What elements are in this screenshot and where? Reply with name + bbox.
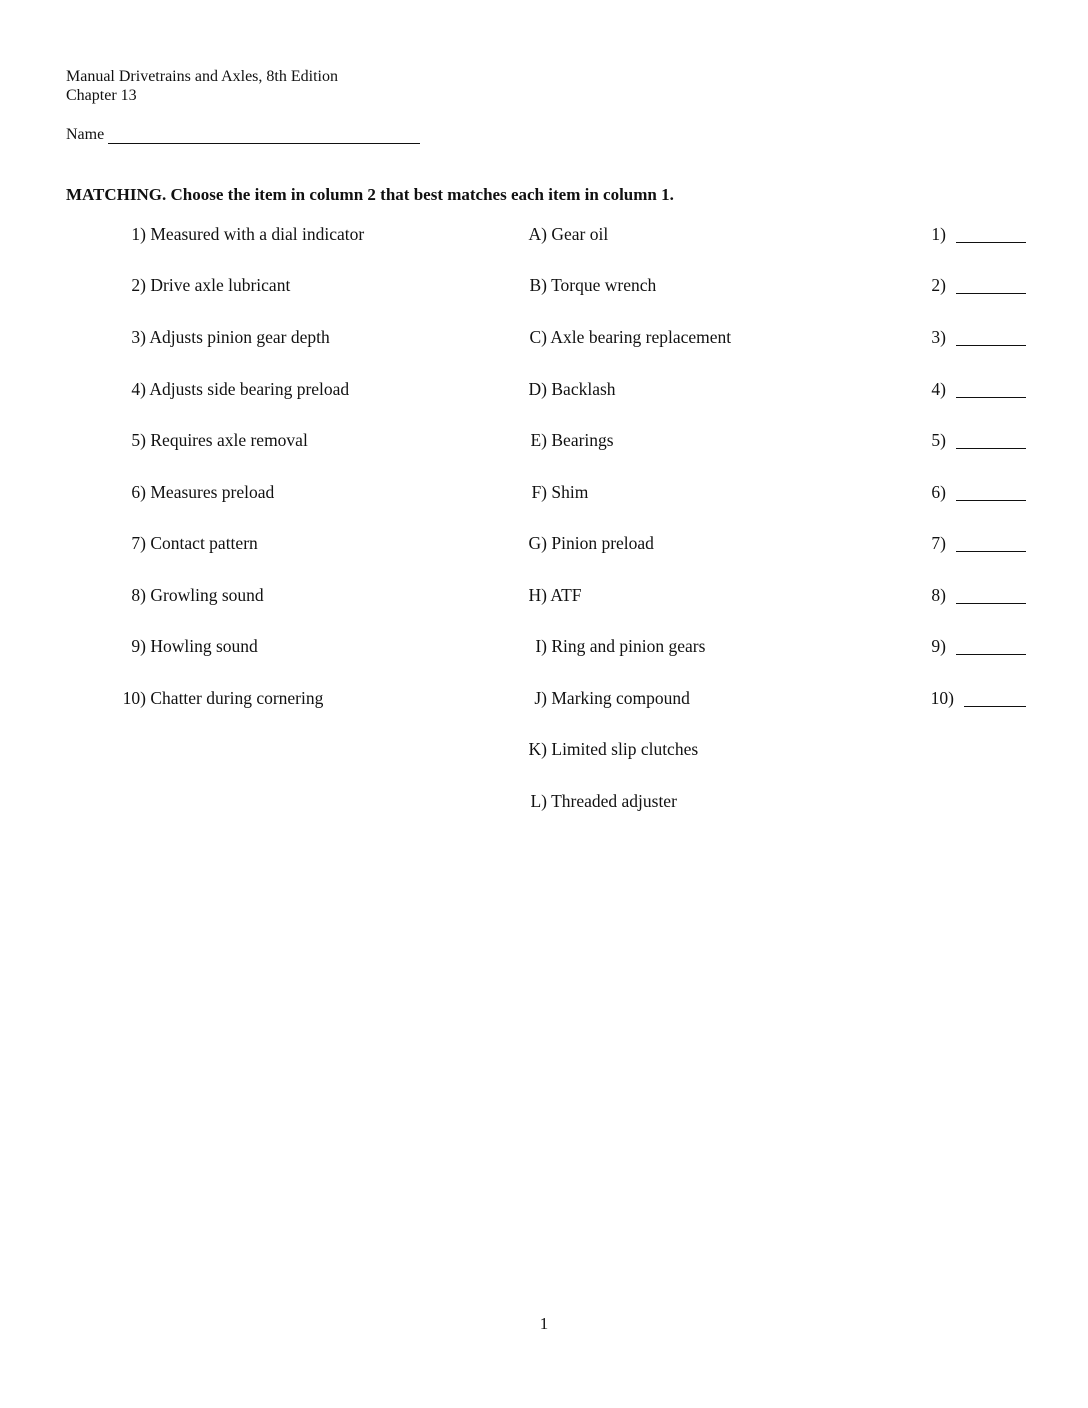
matching-row [0, 585, 1088, 609]
page-number: 1 [539, 1314, 549, 1333]
name-blank-line[interactable] [108, 143, 420, 144]
matching-row [0, 482, 1088, 506]
answer-number: 2) [931, 275, 946, 295]
item-text: Ring and pinion gears [551, 636, 706, 656]
column1-item [112, 224, 532, 245]
answer-slot [906, 533, 1026, 554]
column2-item [514, 430, 894, 451]
item-number: 8) [131, 585, 146, 605]
item-text: Drive axle lubricant [150, 275, 291, 295]
matching-row [0, 430, 1088, 454]
item-letter: G) [528, 533, 547, 553]
answer-blank[interactable] [956, 397, 1026, 398]
answer-slot [906, 585, 1026, 606]
item-letter: A) [528, 224, 547, 244]
column2-item [514, 585, 894, 606]
column2-item [514, 636, 894, 657]
name-label: Name [66, 126, 105, 143]
item-text: ATF [550, 585, 582, 605]
item-letter: E) [530, 430, 547, 450]
item-number: 7) [131, 533, 146, 553]
answer-number: 9) [931, 636, 946, 656]
item-text: Chatter during cornering [150, 688, 324, 708]
column2-item [514, 533, 894, 554]
item-text: Bearings [551, 430, 614, 450]
item-letter: K) [528, 739, 547, 759]
item-text: Shim [551, 482, 589, 502]
column1-item [112, 482, 532, 503]
answer-number: 5) [931, 430, 946, 450]
column2-item [514, 791, 894, 812]
column1-item [112, 533, 532, 554]
item-number: 3) [131, 327, 146, 347]
matching-row [0, 739, 1088, 763]
answer-blank[interactable] [956, 551, 1026, 552]
item-text: Measures preload [150, 482, 275, 502]
matching-row [0, 791, 1088, 815]
answer-number: 10) [930, 688, 954, 708]
column2-item [514, 688, 894, 709]
column2-item [514, 379, 894, 400]
item-text: Requires axle removal [150, 430, 308, 450]
matching-row [0, 636, 1088, 660]
answer-blank[interactable] [956, 448, 1026, 449]
item-text: Pinion preload [551, 533, 654, 553]
matching-instructions: MATCHING. Choose the item in column 2 that best matches each item in column 1. [66, 185, 674, 204]
item-text: Backlash [551, 379, 616, 399]
answer-number: 1) [931, 224, 946, 244]
item-text: Measured with a dial indicator [150, 224, 365, 244]
answer-blank[interactable] [956, 242, 1026, 243]
answer-slot [906, 482, 1026, 503]
answer-number: 3) [931, 327, 946, 347]
item-letter: F) [531, 482, 547, 502]
column1-item [112, 430, 532, 451]
answer-slot [906, 688, 1026, 709]
matching-row [0, 688, 1088, 712]
column2-item [514, 739, 894, 760]
book-title: Manual Drivetrains and Axles, 8th Edition [66, 68, 338, 85]
column1-item [112, 327, 532, 348]
item-text: Torque wrench [551, 275, 657, 295]
column2-item [514, 327, 894, 348]
answer-blank[interactable] [956, 500, 1026, 501]
item-text: Growling sound [150, 585, 264, 605]
chapter-label: Chapter 13 [66, 87, 137, 104]
matching-row [0, 379, 1088, 403]
answer-number: 8) [931, 585, 946, 605]
answer-number: 4) [931, 379, 946, 399]
item-letter: D) [528, 379, 547, 399]
item-text: Threaded adjuster [551, 791, 677, 811]
answer-blank[interactable] [956, 293, 1026, 294]
item-number: 6) [131, 482, 146, 502]
matching-row [0, 533, 1088, 557]
answer-slot [906, 224, 1026, 245]
item-text: Gear oil [551, 224, 609, 244]
item-text: Axle bearing replacement [550, 327, 732, 347]
column1-item [112, 275, 532, 296]
answer-blank[interactable] [964, 706, 1026, 707]
column2-item [514, 275, 894, 296]
column2-item [514, 224, 894, 245]
matching-row [0, 224, 1088, 248]
item-number: 1) [131, 224, 146, 244]
answer-blank[interactable] [956, 603, 1026, 604]
item-text: Marking compound [551, 688, 690, 708]
item-letter: B) [529, 275, 547, 295]
column1-item [112, 688, 532, 709]
answer-slot [906, 430, 1026, 451]
item-number: 4) [131, 379, 146, 399]
item-number: 10) [122, 688, 146, 708]
answer-number: 6) [931, 482, 946, 502]
column2-item [514, 482, 894, 503]
item-text: Limited slip clutches [551, 739, 699, 759]
answer-slot [906, 379, 1026, 400]
item-text: Adjusts side bearing preload [149, 379, 350, 399]
answer-slot [906, 327, 1026, 348]
item-letter: H) [528, 585, 547, 605]
item-letter: C) [529, 327, 547, 347]
item-letter: L) [530, 791, 547, 811]
answer-slot [906, 636, 1026, 657]
column1-item [112, 636, 532, 657]
item-letter: J) [534, 688, 547, 708]
item-number: 9) [131, 636, 146, 656]
answer-number: 7) [931, 533, 946, 553]
answer-slot [906, 275, 1026, 296]
item-number: 5) [131, 430, 146, 450]
column1-item [112, 379, 532, 400]
item-number: 2) [131, 275, 146, 295]
matching-row [0, 327, 1088, 351]
matching-row [0, 275, 1088, 299]
item-text: Adjusts pinion gear depth [149, 327, 330, 347]
answer-blank[interactable] [956, 345, 1026, 346]
item-text: Howling sound [150, 636, 258, 656]
item-letter: I) [535, 636, 547, 656]
answer-blank[interactable] [956, 654, 1026, 655]
column1-item [112, 585, 532, 606]
item-text: Contact pattern [150, 533, 258, 553]
